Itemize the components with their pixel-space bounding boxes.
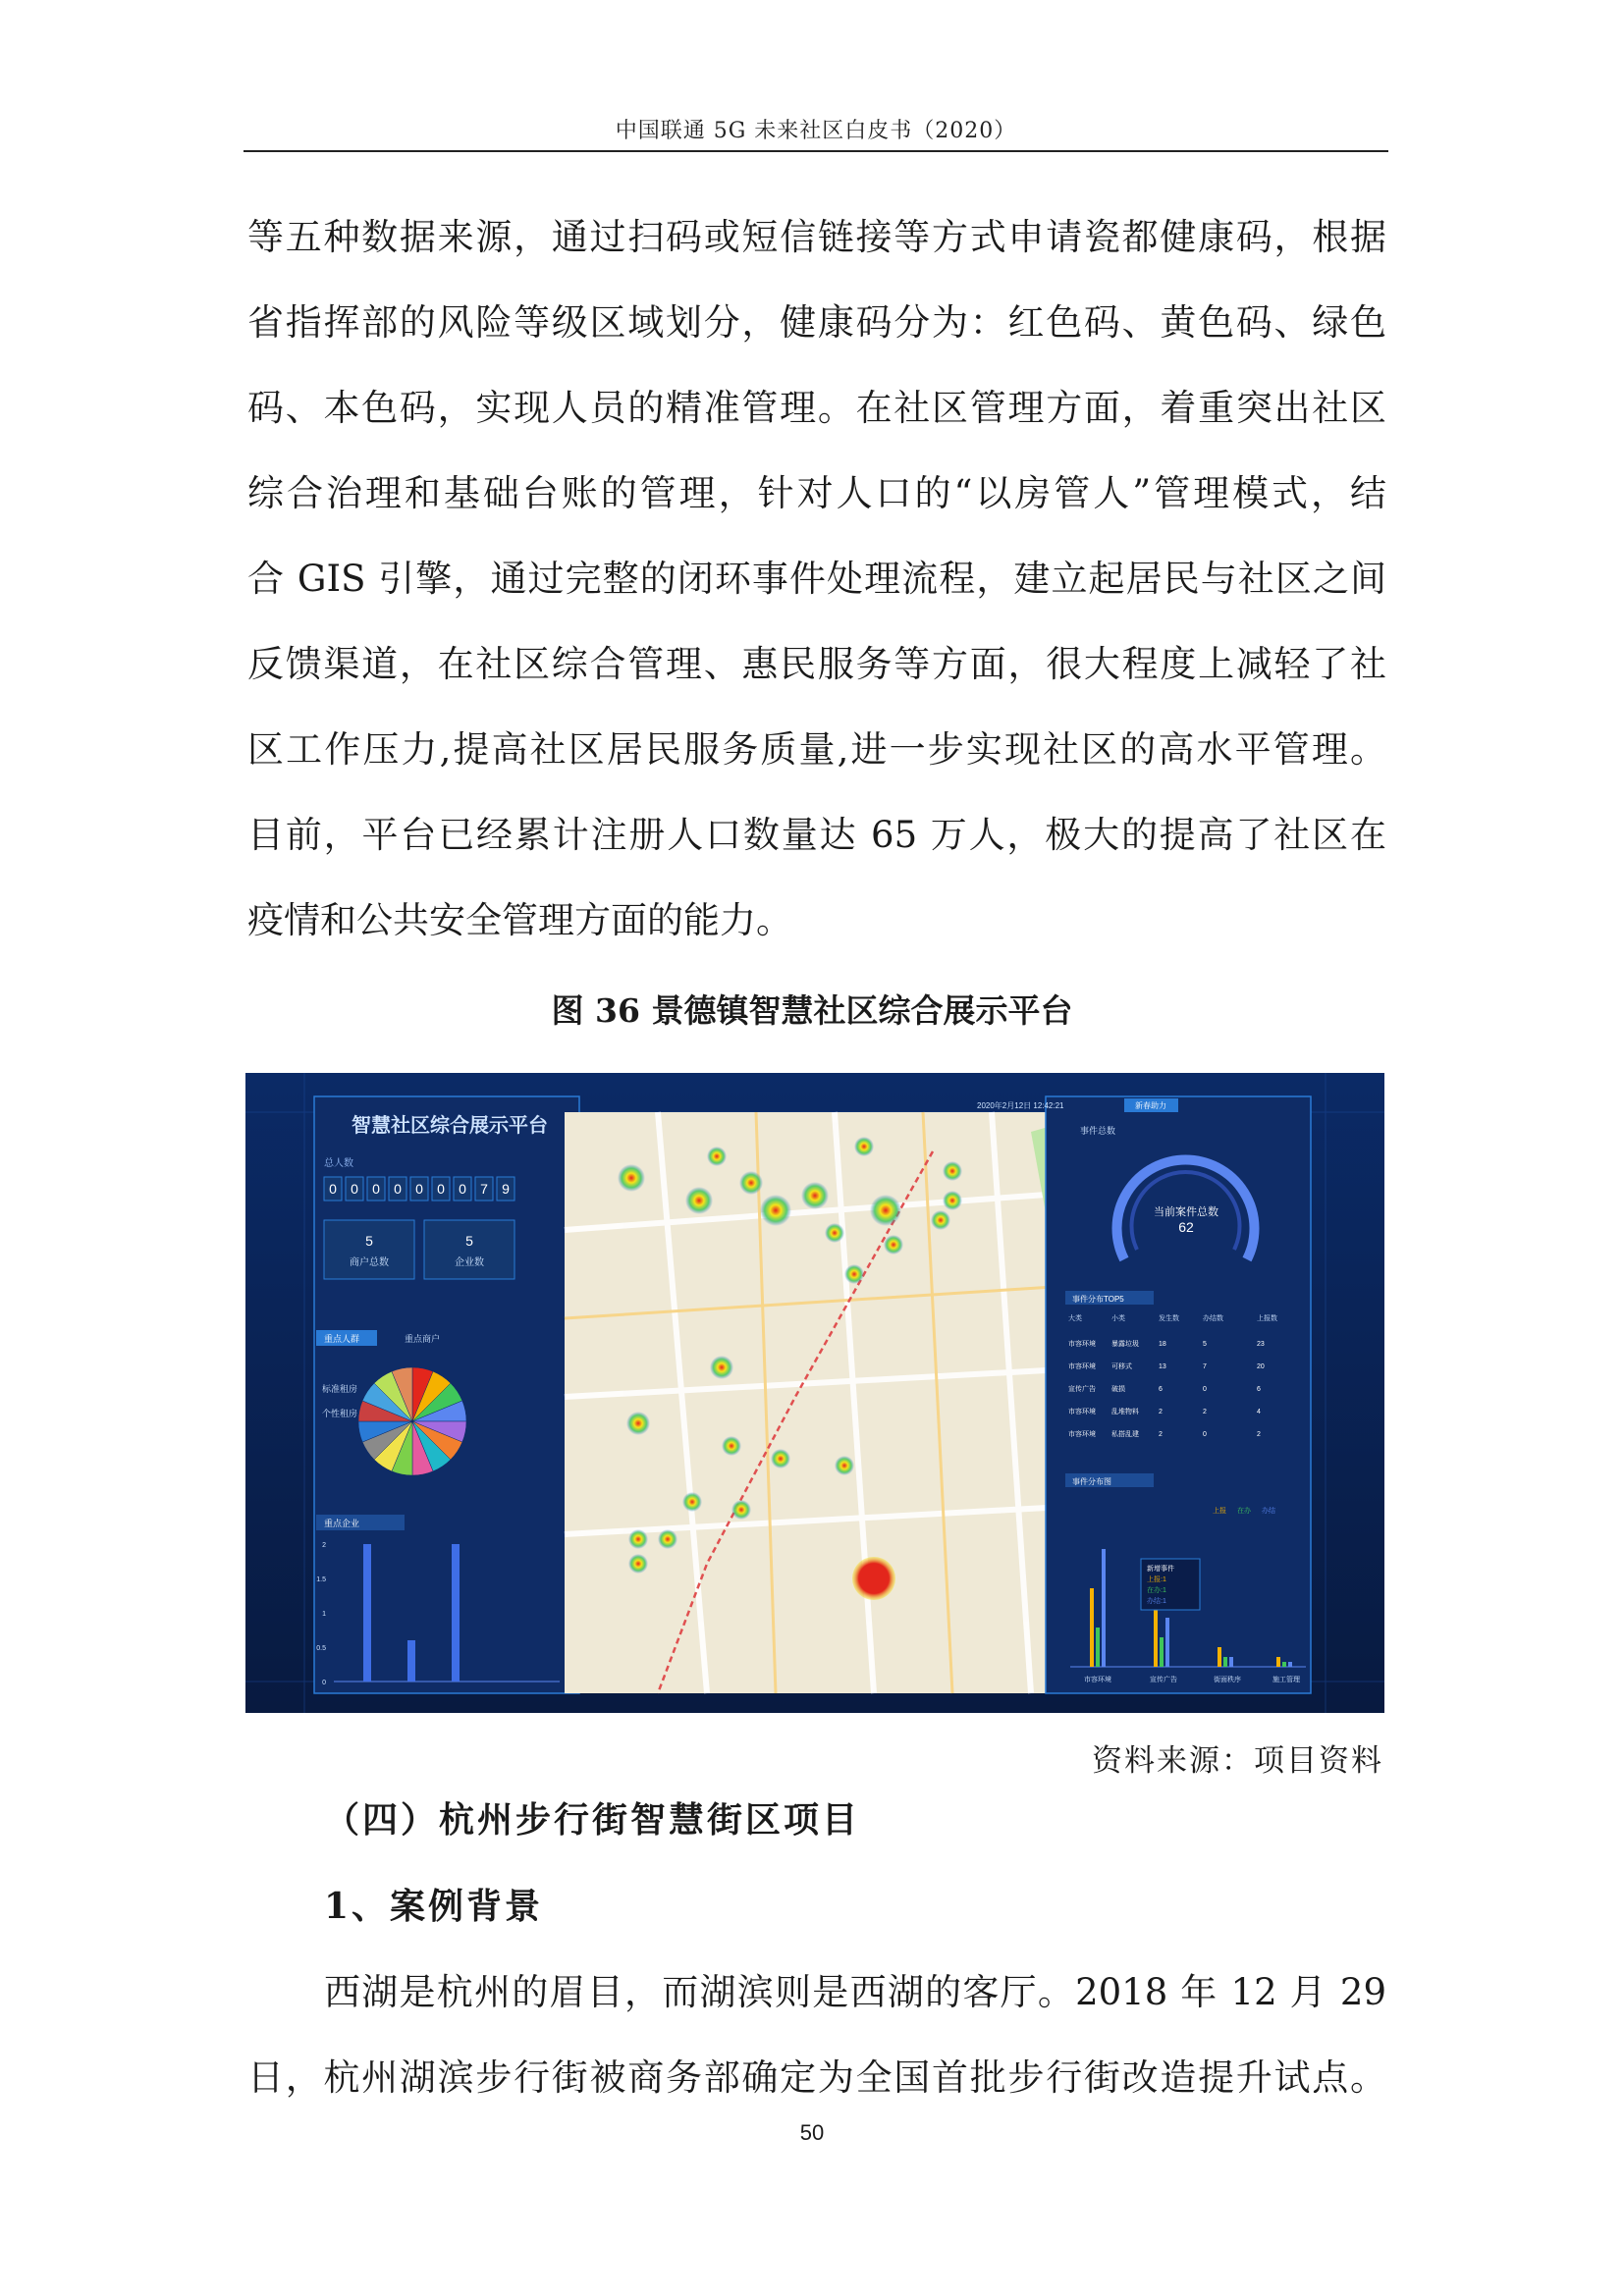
table-cell: 市容环境: [1068, 1363, 1096, 1370]
event-bar: [1165, 1618, 1169, 1667]
gauge-panel-title: 事件总数: [1080, 1126, 1116, 1136]
table-cell: 20: [1257, 1363, 1265, 1370]
table-header: 小类: [1111, 1315, 1125, 1322]
event-bar: [1276, 1657, 1280, 1667]
table-cell: 6: [1159, 1386, 1163, 1393]
dashboard-figure: [245, 1073, 1384, 1713]
heatmap-point: [943, 1161, 962, 1181]
page-number: 50: [799, 2120, 825, 2145]
event-bar: [1288, 1662, 1292, 1667]
event-bar: [1154, 1608, 1158, 1667]
heatmap-point: [618, 1164, 645, 1192]
event-legend: 在办: [1237, 1508, 1251, 1515]
table-header: 大类: [1068, 1315, 1082, 1322]
heatmap-point: [707, 1147, 727, 1166]
heatmap-point: [739, 1171, 763, 1195]
table-cell: 市容环境: [1068, 1409, 1096, 1415]
event-bar: [1160, 1637, 1164, 1667]
table-cell: 市容环境: [1068, 1341, 1096, 1348]
figure-caption: 图 36 景德镇智慧社区综合展示平台: [551, 991, 1073, 1030]
pie-chart: [358, 1367, 466, 1475]
event-x-label: 市容环境: [1084, 1677, 1111, 1683]
table-cell: 宣传广告: [1068, 1386, 1096, 1393]
stat-card-value: 5: [465, 1233, 473, 1249]
paragraph-line: 目前，平台已经累计注册人口数量达 65 万人，极大的提高了社区在: [247, 814, 1386, 856]
event-bar: [1218, 1647, 1221, 1667]
pie-side-label: 标准租房: [322, 1384, 358, 1394]
page-header: 中国联通 5G 未来社区白皮书（2020）: [615, 119, 1017, 143]
pie-side-label: 个性租房: [322, 1409, 358, 1418]
heatmap-point: [884, 1235, 903, 1255]
section-heading: （四）杭州步行街智慧街区项目: [324, 1799, 861, 1841]
event-tooltip-line: 新增事件: [1147, 1566, 1174, 1573]
paragraph-line: 区工作压力,提高社区居民服务质量,进一步实现社区的高水平管理。: [247, 728, 1386, 771]
stat-card-value: 5: [365, 1233, 373, 1249]
population-digit: 0: [459, 1181, 466, 1197]
gauge-label: 当前案件总数: [1154, 1206, 1218, 1218]
table-title: 事件分布TOP5: [1072, 1295, 1124, 1304]
heatmap-point: [628, 1529, 648, 1549]
tab-key-merchants: 重点商户: [405, 1334, 441, 1344]
bar-y-tick: 2: [322, 1542, 326, 1549]
body-paragraph-1: [247, 194, 1386, 963]
population-label: 总人数: [324, 1158, 353, 1169]
stat-card-label: 商户总数: [350, 1257, 389, 1268]
table-cell: 私搭乱建: [1111, 1431, 1139, 1438]
event-x-label: 施工管理: [1272, 1677, 1300, 1683]
bar-y-tick: 1.5: [316, 1576, 326, 1583]
dashboard-title: 智慧社区综合展示平台: [352, 1115, 548, 1137]
gauge-value: 62: [1178, 1219, 1194, 1235]
table-cell: 7: [1203, 1363, 1207, 1370]
top-button-label: 新春助力: [1135, 1101, 1166, 1110]
event-tooltip-line: 在办:1: [1147, 1587, 1166, 1594]
heatmap-point: [626, 1412, 650, 1435]
heatmap-point: [682, 1492, 702, 1512]
event-bar: [1229, 1657, 1233, 1667]
heatmap-point: [760, 1195, 791, 1226]
heatmap-point: [854, 1137, 874, 1156]
heatmap-point: [710, 1356, 733, 1379]
paragraph-line: 码、本色码，实现人员的精准管理。在社区管理方面，着重突出社区: [247, 387, 1386, 429]
paragraph-line: 反馈渠道，在社区综合管理、惠民服务等方面，很大程度上减轻了社: [247, 643, 1386, 685]
heatmap-point: [931, 1210, 950, 1230]
event-bar: [1102, 1549, 1106, 1667]
heatmap-point: [870, 1195, 901, 1226]
bar-y-tick: 1: [322, 1611, 326, 1618]
heatmap-point: [825, 1223, 844, 1243]
population-counter: [324, 1177, 514, 1201]
table-cell: 2: [1159, 1409, 1163, 1415]
table-cell: 13: [1159, 1363, 1166, 1370]
event-x-label: 街面秩序: [1214, 1677, 1241, 1683]
table-header: 办结数: [1203, 1315, 1223, 1322]
heatmap-point: [685, 1187, 713, 1214]
table-cell: 2: [1159, 1431, 1163, 1438]
paragraph-line: 等五种数据来源，通过扫码或短信链接等方式申请瓷都健康码，根据: [247, 216, 1386, 258]
bar-y-tick: 0.5: [316, 1645, 326, 1652]
heatmap-point-major: [852, 1557, 895, 1600]
table-cell: 0: [1203, 1431, 1207, 1438]
paragraph-line: 省指挥部的风险等级区域划分，健康码分为：红色码、黄色码、绿色: [247, 301, 1386, 344]
stat-card-label: 企业数: [455, 1257, 484, 1268]
population-digit: 0: [329, 1181, 337, 1197]
population-digit: 7: [480, 1181, 488, 1197]
table-cell: 23: [1257, 1341, 1265, 1348]
paragraph-line: 日，杭州湖滨步行街被商务部确定为全国首批步行街改造提升试点。: [247, 2056, 1386, 2099]
table-cell: 市容环境: [1068, 1431, 1096, 1438]
table-cell: 6: [1257, 1386, 1261, 1393]
bar: [363, 1544, 371, 1682]
heatmap-point: [771, 1449, 790, 1468]
heatmap-point: [844, 1264, 864, 1284]
heatmap-point: [801, 1182, 829, 1209]
population-digit: 9: [502, 1181, 510, 1197]
population-digit: 0: [437, 1181, 445, 1197]
table-cell: 乱堆物料: [1111, 1409, 1139, 1415]
table-cell: 4: [1257, 1409, 1261, 1415]
event-chart-title: 事件分布图: [1072, 1477, 1111, 1486]
case-heading: 1、案例背景: [324, 1886, 544, 1927]
event-bar: [1223, 1657, 1227, 1667]
event-legend: 上报: [1213, 1508, 1226, 1515]
table-cell: 5: [1203, 1341, 1207, 1348]
heatmap-point: [835, 1456, 854, 1475]
event-bar: [1282, 1662, 1286, 1667]
paragraph-line: 合 GIS 引擎，通过完整的闭环事件处理流程，建立起居民与社区之间: [247, 558, 1386, 600]
dashboard-screenshot: [245, 1073, 1384, 1713]
bar: [452, 1544, 460, 1682]
bar: [407, 1640, 415, 1682]
table-header: 上报数: [1257, 1315, 1277, 1322]
bar-panel-title: 重点企业: [324, 1519, 360, 1528]
paragraph-line: 西湖是杭州的眉目，而湖滨则是西湖的客厅。2018 年 12 月 29: [324, 1971, 1386, 2013]
table-cell: 暴露垃圾: [1111, 1341, 1139, 1348]
table-header: 发生数: [1159, 1315, 1179, 1322]
event-x-label: 宣传广告: [1150, 1677, 1177, 1683]
event-bar: [1096, 1628, 1100, 1667]
event-bar: [1090, 1588, 1094, 1667]
heatmap-point: [658, 1529, 677, 1549]
table-cell: 可移式: [1111, 1363, 1132, 1370]
table-cell: 破损: [1111, 1386, 1125, 1393]
population-digit: 0: [372, 1181, 380, 1197]
stat-card: [324, 1220, 414, 1279]
event-tooltip-line: 上报:1: [1147, 1576, 1166, 1583]
event-legend: 办结: [1262, 1508, 1275, 1515]
header-rule: [244, 150, 1388, 152]
table-cell: 18: [1159, 1341, 1166, 1348]
stat-card: [424, 1220, 514, 1279]
figure-source: 资料来源：项目资料: [1092, 1743, 1383, 1779]
dashboard-datetime: 2020年2月12日 12:42:21: [977, 1101, 1064, 1110]
table-cell: 2: [1257, 1431, 1261, 1438]
heatmap-point: [943, 1191, 962, 1210]
event-tooltip-line: 办结:1: [1147, 1598, 1166, 1605]
body-paragraph-2: [247, 1949, 1386, 2120]
heatmap-point: [731, 1500, 751, 1520]
paragraph-line: 疫情和公共安全管理方面的能力。: [247, 899, 792, 941]
table-cell: 0: [1203, 1386, 1207, 1393]
population-digit: 0: [351, 1181, 358, 1197]
population-digit: 0: [415, 1181, 423, 1197]
paragraph-line: 综合治理和基础台账的管理，针对人口的“以房管人”管理模式，结: [247, 472, 1386, 514]
tab-key-population: 重点人群: [324, 1334, 360, 1344]
table-cell: 2: [1203, 1409, 1207, 1415]
population-digit: 0: [394, 1181, 402, 1197]
heatmap-point: [628, 1554, 648, 1574]
bar-y-tick: 0: [322, 1680, 326, 1686]
heatmap-point: [722, 1436, 741, 1456]
